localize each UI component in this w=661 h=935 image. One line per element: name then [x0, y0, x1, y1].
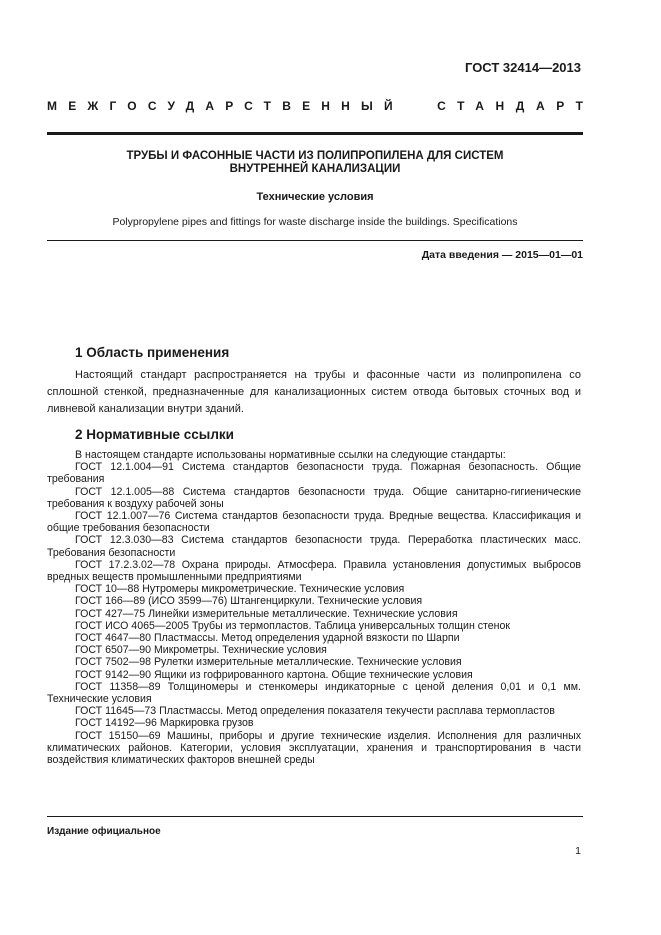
reference-item: ГОСТ 427—75 Линейки измерительные металлические. Технические условия [75, 607, 458, 620]
reference-item: ГОСТ 166—89 (ИСО 3599—76) Штангенциркули. Технические условия [75, 595, 423, 608]
reference-item: ГОСТ 12.1.007—76 Система стандартов безопасности труда. Вредные вещества. Классификация и общие требования безопасности [47, 510, 581, 535]
introduction-date: Дата введения — 2015—01—01 [421, 249, 583, 261]
section-1-heading: 1 Область применения [75, 345, 230, 360]
title-line-1: ТРУБЫ И ФАСОННЫЕ ЧАСТИ ИЗ ПОЛИПРОПИЛЕНА ДЛЯ СИСТЕМ [126, 150, 504, 162]
reference-item: ГОСТ 9142—90 Ящики из гофрированного картона. Общие технические условия [75, 668, 473, 681]
reference-item: ГОСТ 14192—96 Маркировка грузов [75, 717, 254, 730]
reference-item: ГОСТ ИСО 4065—2005 Трубы из термопластов. Таблица универсальных толщин стенок [75, 619, 511, 632]
document-title [47, 150, 583, 176]
standard-word: СТАНДАРТ [437, 99, 595, 113]
document-subtitle: Технические условия [256, 191, 374, 203]
title-line-2: ВНУТРЕННЕЙ КАНАЛИЗАЦИИ [229, 163, 401, 175]
normative-references-list [47, 449, 581, 766]
reference-item: ГОСТ 11358—89 Толщиномеры и стенкомеры индикаторные с ценой деления 0,01 и 0,1 мм. Технические условия [47, 680, 581, 706]
references-intro: В настоящем стандарте использованы нормативные ссылки на следующие стандарты: [75, 449, 506, 461]
reference-item: ГОСТ 15150—69 Машины, приборы и другие технические изделия. Исполнения для различных климатических районов. Категории, условия эксплуатации, хранения и транспортирования в части воздействия климатических факторов внешней среды [47, 729, 581, 767]
reference-item: ГОСТ 4647—80 Пластмассы. Метод определения ударной вязкости по Шарпи [75, 632, 460, 645]
section-1-text-block [47, 367, 581, 417]
footer-rule [47, 816, 583, 817]
title-rule [47, 240, 583, 241]
document-code: ГОСТ 32414—2013 [465, 60, 581, 75]
header-rule [47, 132, 583, 135]
reference-item: ГОСТ 12.1.005—88 Система стандартов безопасности труда. Общие санитарно-гигиенические требования к воздуху рабочей зоны [47, 485, 581, 510]
reference-item: ГОСТ 10—88 Нутромеры микрометрические. Технические условия [75, 583, 405, 596]
reference-item: ГОСТ 11645—73 Пластмассы. Метод определения показателя текучести расплава термопластов [75, 705, 555, 718]
english-title: Polypropylene pipes and fittings for waste discharge inside the buildings. Specifications [112, 216, 518, 228]
reference-item: ГОСТ 17.2.3.02—78 Охрана природы. Атмосфера. Правила установления допустимых выбросов вредных веществ промышленными предприятиями [47, 558, 581, 584]
official-edition-label: Издание официальное [47, 826, 161, 837]
reference-item: ГОСТ 12.1.004—91 Система стандартов безопасности труда. Пожарная безопасность. Общие требования [47, 461, 581, 486]
interstate-standard-label [47, 99, 595, 113]
section-1-paragraph: Настоящий стандарт распространяется на трубы и фасонные части из полипропилена со сплошной стенкой, предназначенные для канализационных систем отвода бытовых сточных вод и ливневой канализации внутри зданий. [47, 369, 581, 415]
reference-item: ГОСТ 6507—90 Микрометры. Технические условия [75, 644, 327, 657]
reference-item: ГОСТ 12.3.030—83 Система стандартов безопасности труда. Переработка пластических масс. Требования безопасности [47, 534, 581, 559]
reference-item: ГОСТ 7502—98 Рулетки измерительные металлические. Технические условия [75, 656, 462, 669]
section-2-heading: 2 Нормативные ссылки [75, 427, 234, 442]
page-number: 1 [575, 845, 581, 857]
interstate-word: МЕЖГОСУДАРСТВЕННЫЙ [47, 99, 404, 113]
